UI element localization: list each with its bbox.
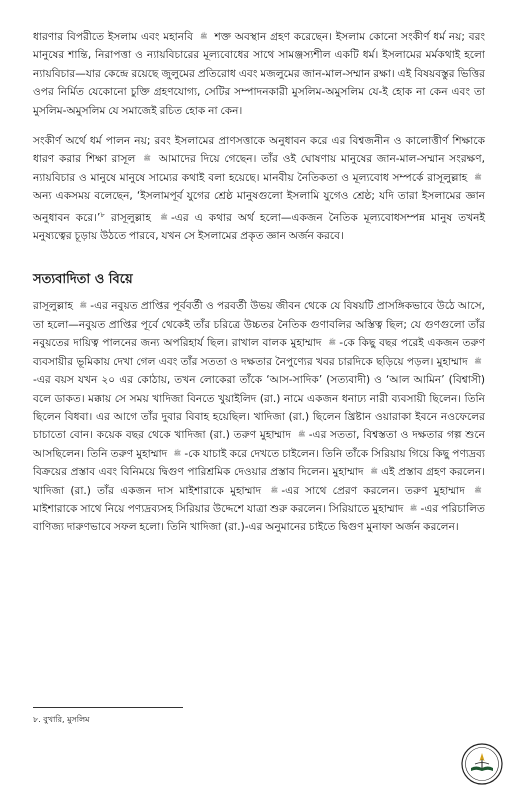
salutation-glyph: ﷺ — [173, 449, 181, 457]
salutation-glyph: ﷺ — [143, 155, 151, 163]
salutation-glyph: ﷺ — [79, 302, 87, 310]
paragraph-text: -এর সততা, বিশ্বস্ততা ও দক্ষতার গল্প শুনে আসছিলেন। তিনি তরুণ মুহাম্মাদ — [33, 429, 485, 460]
salutation-glyph: ﷺ — [328, 339, 336, 347]
page-body — [33, 28, 485, 549]
paragraph-text: -এর বয়স যখন ২০ এর কোঠায়, তখন লোকেরা তাঁকে ‘আস-সাদিক’ (সত্যবাদী) ও ‘আল আমিন’ (বিশ্বাসী) বলে ডাকত। মক্কায় সে সময় খাদিজা বিনতে খুয়াইলিদ (রা.) নামে একজন ধনাঢ্য নারী ব্যবসায়ী ছিলেন। তিনি ছিলেন বিধবা। এর আগে তাঁর দুবার বিবাহ হয়েছিল। খাদিজা (রা.) ছিলেন খ্রিষ্টান ওয়ারাকা ইবনে নওফেলের চাচাতো বোন। কয়েক বছর থেকে খাদিজা (রা.) তরুণ মুহাম্মাদ — [33, 374, 485, 442]
salutation-glyph: ﷺ — [474, 486, 482, 494]
paragraph-text: শক্ত অবস্থান গ্রহণ করেছেন। ইসলাম কোনো সংকীর্ণ ধর্ম নয়; বরং মানুষের শান্তি, নিরাপত্তা ও ন্যায়বিচারের মূল্যবোধের সাথে সামঞ্জস্যশীল একটি ধর্ম। ইসলামের মর্মকথাই হলো ন্যায়বিচার—যার কেন্দ্রে রয়েছে জুলুমের প্রতিরোধ এবং মজলুমের জান-মাল-সম্মান রক্ষা। এই বিষয়বস্তুর ভিত্তির ওপর নির্মিত যেকোনো চুক্তি গ্রহণযোগ্য, সেটির সম্পাদনকারী মুসলিম-অমুসলিম যে-ই হোক না কেন এবং তা মুসলিম-অমুসলিম যে সমাজেই রচিত হোক না কেন। — [33, 31, 486, 117]
paragraph-text: আমাদের দিয়ে গেছেন। তাঁর ওই ঘোষণায় মানুষের জান-মাল-সম্মান সংরক্ষণ, ন্যায়বিচার ও মানুষে মানুষে সাম্যের কথাই বলা হয়েছে। মানবীয় নৈতিকতা ও মূল্যবোধ সম্পর্কে রাসূলুল্লাহ — [33, 153, 486, 184]
salutation-glyph: ﷺ — [409, 504, 418, 512]
salutation-glyph: ﷺ — [160, 213, 168, 221]
salutation-glyph: ﷺ — [474, 357, 482, 365]
footnote-divider — [33, 707, 183, 708]
paragraph-text: ধারণার বিপরীতে ইসলাম এবং মহানবি — [33, 31, 193, 43]
salutation-glyph: ﷺ — [298, 431, 306, 439]
paragraph-text: মাইশারাকে সাথে নিয়ে পণ্যদ্রব্যসহ সিরিয়ার উদ্দেশে যাত্রা শুরু করলেন। সিরিয়াতে মুহাম্মাদ — [33, 502, 404, 515]
paragraph-3 — [33, 297, 485, 536]
salutation-glyph: ﷺ — [200, 33, 208, 40]
paragraph-text: অন্য একসময় বলেছেন, ‘ইসলামপূর্ব যুগের শ্রেষ্ঠ মানুষগুলো ইসলামি যুগেও শ্রেষ্ঠ; যদি তারা ইসলামের জ্ঞান অনুধাবন করে।’ — [33, 190, 485, 224]
footnote: ৮. বুখারি, মুসলিম — [33, 715, 90, 724]
paragraph-text: -এর নবুয়ত প্রাপ্তির পূর্ববর্তী ও পরবর্তী উভয় জীবন থেকে যে বিষয়টি প্রাসঙ্গিকভাবে উঠে আসে, তা হলো—নবুয়ত প্রাপ্তির পূর্বে থেকেই তাঁর চরিত্রে উচ্চতর নৈতিক গুণাবলির অস্তিত্ব ছিল; যে গুণগুলো তাঁর নবুয়তের দায়িত্ব পালনের জন্য অপরিহার্য ছিল। রাখাল বালক মুহাম্মাদ — [33, 300, 485, 350]
paragraph-text: -কে কিছু বছর পরেই একজন তরুণ ব্যবসায়ীর ভূমিকায় দেখা গেল এবং তাঁর সততা ও দক্ষতার নৈপুণ্যের খবর চারদিকে ছড়িয়ে পড়ল। মুহাম্মাদ — [33, 337, 486, 368]
paragraph-text: রাসূলুল্লাহ — [110, 211, 151, 224]
salutation-glyph: ﷺ — [474, 173, 482, 181]
section-heading: সত্যবাদিতা ও বিয়ে — [33, 272, 133, 288]
paragraph-text: -এর এ কথার অর্থ হলো—একজন নৈতিক মূল্যবোধসম্পন্ন মানুষ তখনই মনুষ্যত্বের চূড়ায় উঠতে পারবে, যখন সে ইসলামের প্রকৃত জ্ঞান অর্জন করবে। — [33, 211, 485, 243]
paragraph-text: সংকীর্ণ অর্থে ধর্ম পালন নয়; রবং ইসলামের প্রাণসত্তাকে অনুধাবন করে এর বিশ্বজনীন ও কালোত্তীর্ণ শিক্ষাকে ধারণ করার শিক্ষা রাসূল — [33, 135, 485, 166]
paragraph-2 — [33, 132, 485, 245]
salutation-glyph: ﷺ — [270, 486, 278, 494]
footnote-marker[interactable]: ৮ — [100, 210, 105, 219]
salutation-glyph: ﷺ — [370, 468, 378, 476]
paragraph-text: -এর সাথে প্রেরণ করলেন। তরুণ মুহাম্মাদ — [281, 484, 465, 497]
paragraph-text: -এর পরিচালিত বাণিজ্য দারুণভাবে সফল হলো। তিনি খাদিজা (রা.)-এর অনুমানের চাইতে দ্বিগুণ মুনাফা অর্জন করলেন। — [33, 502, 486, 534]
paragraph-text: রাসূলুল্লাহ — [33, 300, 73, 313]
publisher-logo-icon — [461, 743, 503, 785]
paragraph-text: এই প্রস্তাব গ্রহণ করলেন। খাদিজা (রা.) তাঁর একজন দাস মাইশারাকে মুহাম্মাদ — [33, 466, 485, 497]
paragraph-text: -কে যাচাই করে দেখতে চাইলেন। তিনি তাঁকে সিরিয়ায় গিয়ে কিছু পণ্যদ্রব্য বিক্রয়ের প্রস্তাব এবং বিনিময়ে দ্বিগুণ পারিশ্রমিক দেওয়ার প্রস্তাব দিলেন। মুহাম্মাদ — [33, 447, 485, 479]
paragraph-1 — [33, 28, 485, 120]
